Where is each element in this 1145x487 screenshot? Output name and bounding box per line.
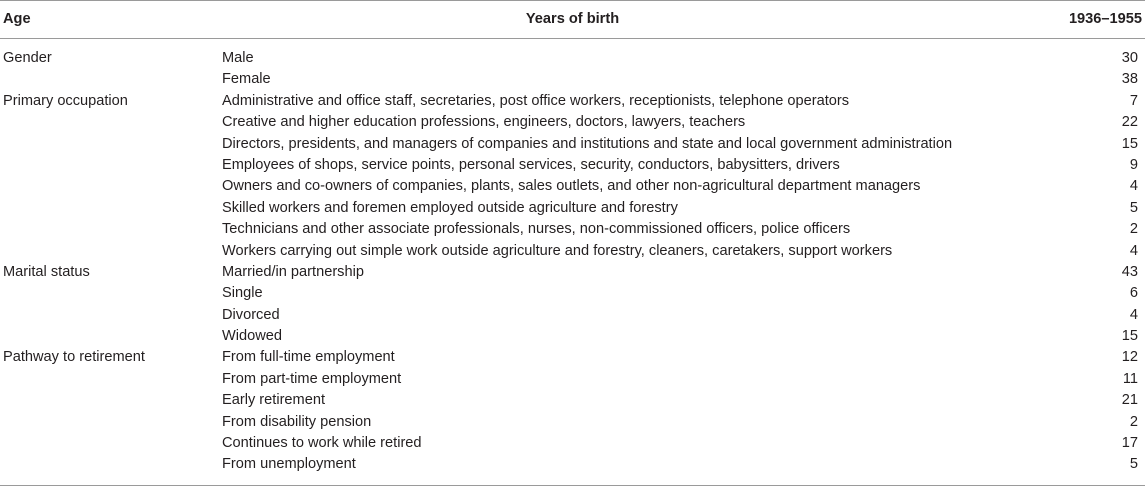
table-body (0, 48, 1145, 476)
table-row (0, 69, 1145, 90)
bottom-rule (0, 485, 1145, 486)
row-value: 21 (1121, 392, 1138, 409)
row-category: Primary occupation (3, 92, 128, 109)
row-value: 15 (1121, 328, 1138, 345)
row-item: Female (222, 71, 271, 88)
table-row (0, 454, 1145, 475)
row-item: From part-time employment (222, 370, 402, 387)
row-item: Workers carrying out simple work outside agriculture and forestry, cleaners, caretakers, support workers (222, 242, 893, 259)
table-row (0, 176, 1145, 197)
row-category: Marital status (3, 263, 90, 280)
row-item: Directors, presidents, and managers of companies and institutions and state and local government administration (222, 135, 953, 152)
row-item: Owners and co-owners of companies, plants, sales outlets, and other non-agricultural department managers (222, 178, 921, 195)
row-item: Male (222, 50, 254, 66)
table-row (0, 433, 1145, 454)
row-value: 38 (1121, 71, 1138, 88)
row-value: 9 (1129, 156, 1138, 173)
row-value: 4 (1129, 306, 1138, 323)
row-item: Divorced (222, 306, 280, 323)
row-value: 30 (1121, 50, 1138, 66)
row-item: From disability pension (222, 413, 372, 430)
header-years-of-birth: Years of birth (525, 11, 620, 27)
row-item: Early retirement (222, 392, 325, 409)
row-value: 11 (1122, 370, 1138, 387)
table-row (0, 134, 1145, 155)
row-value: 2 (1129, 221, 1138, 238)
table-row (0, 155, 1145, 176)
row-value: 4 (1129, 242, 1138, 259)
row-item: Continues to work while retired (222, 435, 422, 452)
table-row (0, 198, 1145, 219)
header-birth-range: 1936–1955 (1068, 11, 1142, 27)
table-row (0, 326, 1145, 347)
row-item: Employees of shops, service points, personal services, security, conductors, babysitters, drivers (222, 156, 840, 173)
row-value: 22 (1121, 114, 1138, 131)
row-value: 5 (1129, 199, 1138, 216)
row-item: From full-time employment (222, 349, 395, 366)
row-item: Single (222, 285, 263, 302)
table-header (0, 0, 1145, 38)
row-value: 12 (1121, 349, 1138, 366)
row-item: Technicians and other associate professionals, nurses, non-commissioned officers, police officers (222, 221, 851, 238)
table-row (0, 219, 1145, 240)
table-row (0, 305, 1145, 326)
row-value: 4 (1129, 178, 1138, 195)
table-row (0, 283, 1145, 304)
table-row (0, 390, 1145, 411)
row-item: Creative and higher education professions, engineers, doctors, lawyers, teachers (222, 114, 746, 131)
row-value: 17 (1121, 435, 1138, 452)
table-row (0, 91, 1145, 112)
row-value: 6 (1129, 285, 1138, 302)
header-age: Age (3, 11, 31, 27)
row-value: 2 (1129, 413, 1138, 430)
row-item: Widowed (222, 328, 283, 345)
row-item: Married/in partnership (222, 263, 364, 280)
table-row (0, 241, 1145, 262)
row-item: Skilled workers and foremen employed outside agriculture and forestry (222, 199, 678, 216)
row-value: 15 (1121, 135, 1138, 152)
row-value: 7 (1129, 92, 1138, 109)
row-value: 5 (1129, 456, 1138, 473)
row-item: Administrative and office staff, secretaries, post office workers, receptionists, telephone operators (222, 92, 850, 109)
table-row (0, 347, 1145, 368)
table-row (0, 112, 1145, 133)
row-value: 43 (1121, 263, 1138, 280)
table-row (0, 48, 1145, 69)
table-row (0, 262, 1145, 283)
row-category: Gender (3, 50, 52, 66)
header-rule (0, 38, 1145, 39)
row-item: From unemployment (222, 456, 356, 473)
table-row (0, 412, 1145, 433)
table-row (0, 369, 1145, 390)
row-category: Pathway to retirement (3, 349, 145, 366)
